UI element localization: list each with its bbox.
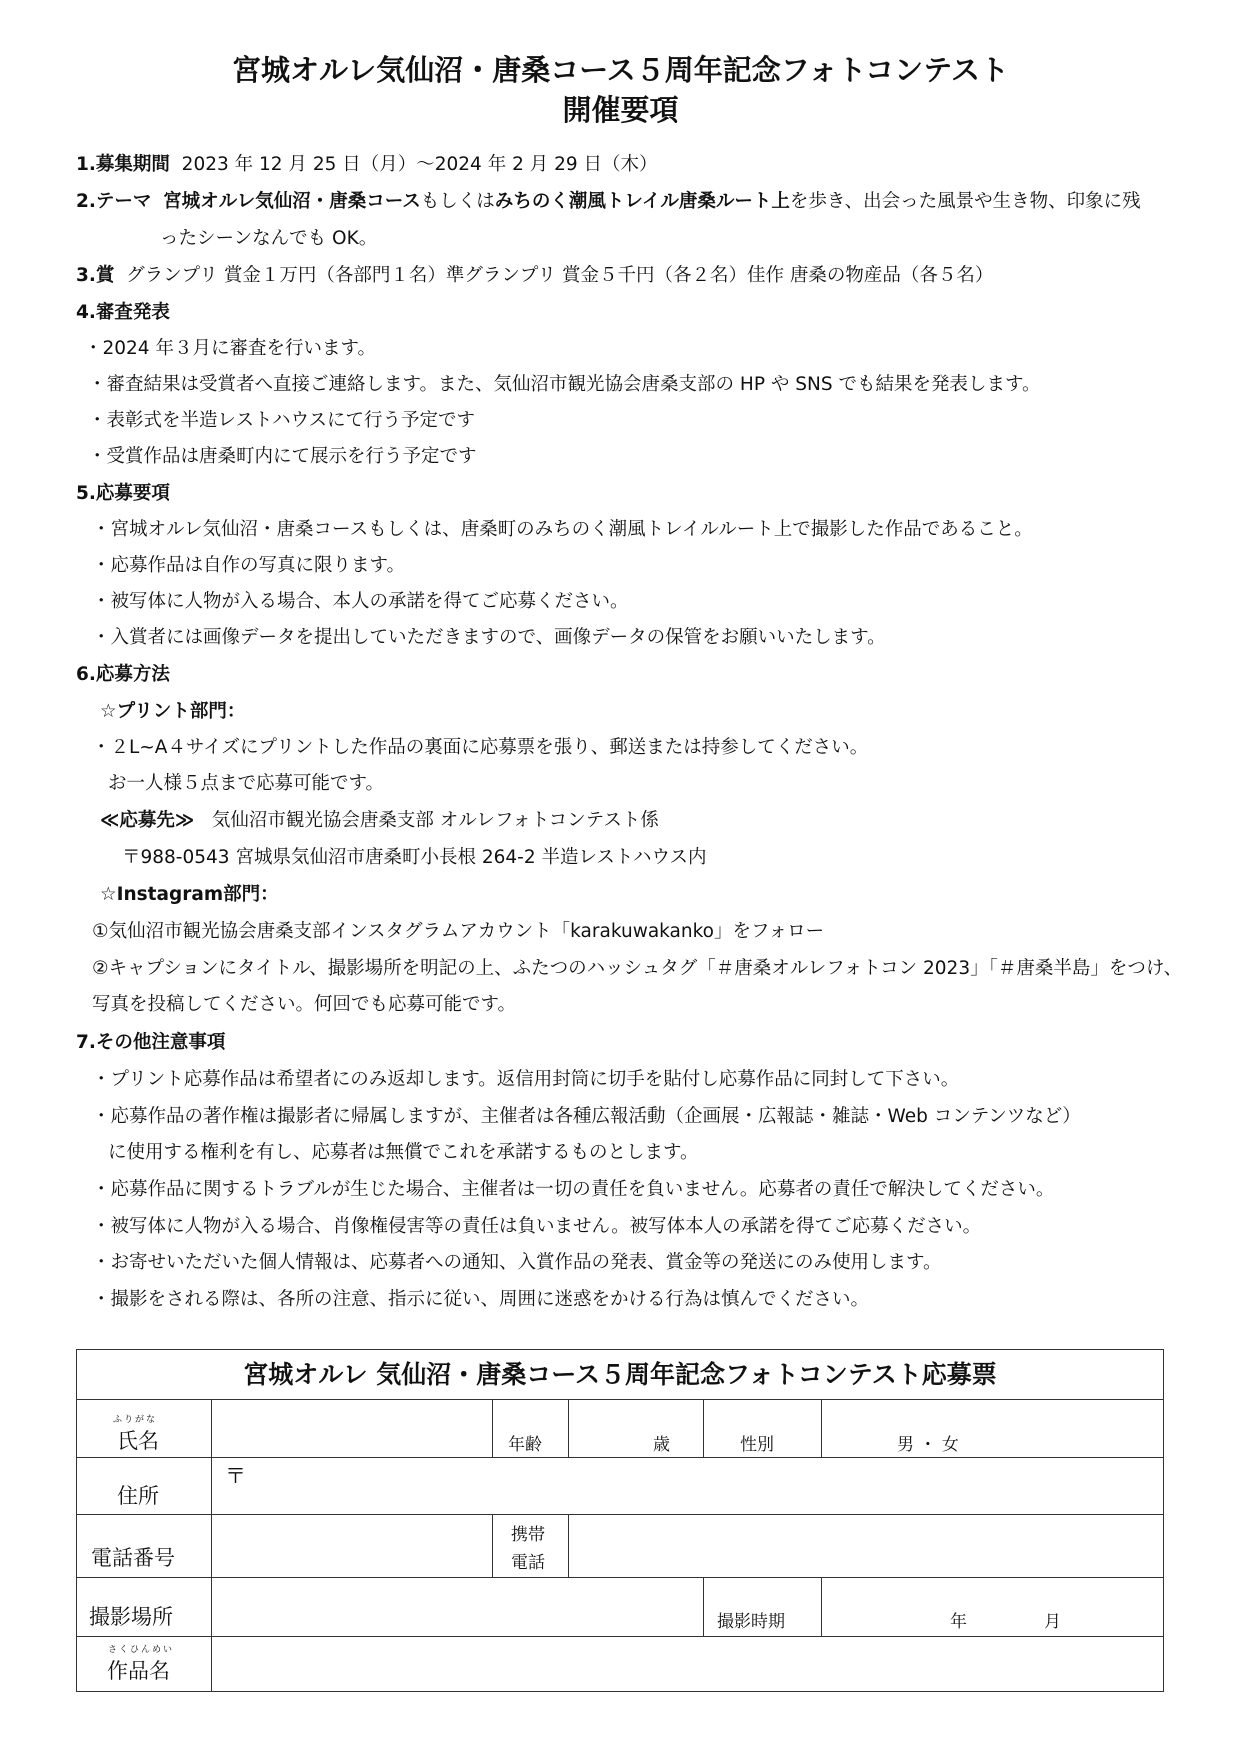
work-ruby: さくひんめい bbox=[108, 1645, 175, 1655]
requirements-item: ・入賞者には画像データを提出していただきますので、画像データの保管をお願いいたします。 bbox=[92, 627, 886, 648]
age-field[interactable] bbox=[569, 1401, 703, 1456]
period-row bbox=[76, 153, 658, 177]
destination-row bbox=[100, 809, 659, 833]
page-title-line2: 開催要項 bbox=[562, 93, 679, 127]
age-label: 年齢 bbox=[508, 1435, 542, 1455]
address-label: 住所 bbox=[117, 1484, 159, 1508]
address-field[interactable] bbox=[247, 1458, 1161, 1513]
requirements-item: ・宮城オルレ気仙沼・唐桑コースもしくは、唐桑町のみちのく潮風トレイルルート上で撮影した作品であること。 bbox=[92, 519, 1033, 540]
instagram-dept-heading: ☆Instagram部門： bbox=[100, 884, 279, 905]
mobile-field[interactable] bbox=[569, 1515, 1163, 1577]
location-field[interactable] bbox=[212, 1578, 703, 1636]
destination-address: 〒988-0543 宮城県気仙沼市唐桑町小長根 264-2 半造レストハウス内 bbox=[122, 847, 707, 868]
notes-heading: 7.その他注意事項 bbox=[76, 1032, 226, 1053]
judging-item: ・2024 年３月に審査を行います。 bbox=[84, 338, 376, 359]
theme-row bbox=[76, 190, 1141, 214]
theme-or: もしくは bbox=[420, 191, 495, 212]
print-limit: お一人様５点まで応募可能です。 bbox=[108, 773, 385, 794]
prize-row bbox=[76, 264, 993, 288]
name-label: 氏名 bbox=[117, 1429, 159, 1453]
page-title-line1: 宮城オルレ気仙沼・唐桑コース５周年記念フォトコンテスト bbox=[231, 53, 1010, 87]
judging-item: ・審査結果は受賞者へ直接ご連絡します。また、気仙沼市観光協会唐桑支部の HP や SNS でも結果を発表します。 bbox=[88, 374, 1041, 395]
notes-item: ・お寄せいただいた個人情報は、応募者への通知、入賞作品の発表、賞金等の発送にのみ使用します。 bbox=[92, 1252, 942, 1273]
gender-label: 性別 bbox=[740, 1435, 774, 1455]
work-title-label: 作品名 bbox=[107, 1659, 170, 1683]
method-heading: 6.応募方法 bbox=[76, 664, 170, 685]
theme-course: 宮城オルレ気仙沼・唐桑コース bbox=[163, 191, 421, 212]
mobile-label-line1: 携帯 bbox=[511, 1525, 545, 1545]
notes-item: ・撮影をされる際は、各所の注意、指示に従い、周囲に迷惑をかける行為は慎んでください。 bbox=[92, 1289, 870, 1310]
col-divider bbox=[492, 1514, 493, 1577]
requirements-heading: 5.応募要項 bbox=[76, 483, 170, 504]
postal-mark: 〒 bbox=[225, 1464, 246, 1488]
prize-text: グランプリ 賞金１万円（各部門１名）準グランプリ 賞金５千円（各２名）佳作 唐桑の物産品（各５名） bbox=[126, 265, 994, 286]
theme-line2: ったシーンなんでも OK。 bbox=[160, 228, 378, 249]
entry-form-title: 宮城オルレ 気仙沼・唐桑コース５周年記念フォトコンテスト応募票 bbox=[77, 1350, 1163, 1400]
phone-label: 電話番号 bbox=[91, 1546, 175, 1570]
notes-item: ・プリント応募作品は希望者にのみ返却します。返信用封筒に切手を貼付し応募作品に同封して下さい。 bbox=[92, 1069, 960, 1090]
name-field[interactable] bbox=[212, 1401, 492, 1456]
requirements-item: ・被写体に人物が入る場合、本人の承諾を得てご応募ください。 bbox=[92, 591, 629, 612]
mobile-label-line2: 電話 bbox=[511, 1553, 545, 1573]
col-divider bbox=[821, 1577, 822, 1636]
notes-item: ・応募作品の著作権は撮影者に帰属しますが、主催者は各種広報活動（企画展・広報誌・雑誌・Web コンテンツなど） bbox=[92, 1106, 1081, 1127]
requirements-item: ・応募作品は自作の写真に限ります。 bbox=[92, 555, 406, 576]
judging-item: ・表彰式を半造レストハウスにて行う予定です bbox=[88, 410, 476, 431]
period-heading: 1.募集期間 bbox=[76, 154, 170, 175]
destination-label: ≪応募先≫ bbox=[100, 810, 195, 831]
phone-field[interactable] bbox=[212, 1515, 492, 1577]
entry-form bbox=[76, 1349, 1164, 1692]
theme-route: みちのく潮風トレイル唐桑ルート上 bbox=[494, 191, 790, 212]
print-instruction: ・２L~A４サイズにプリントした作品の裏面に応募票を張り、郵送または持参してください。 bbox=[92, 737, 869, 758]
destination-text: 気仙沼市観光協会唐桑支部 オルレフォトコンテスト係 bbox=[211, 810, 659, 831]
name-ruby: ふりがな bbox=[113, 1415, 158, 1425]
notes-item: ・応募作品に関するトラブルが生じた場合、主催者は一切の責任を負いません。応募者の責任で解決してください。 bbox=[92, 1179, 1055, 1200]
instagram-step2-cont: 写真を投稿してください。何回でも応募可能です。 bbox=[92, 994, 517, 1015]
year-unit: 年 bbox=[950, 1612, 967, 1632]
print-dept-heading: ☆プリント部門： bbox=[100, 701, 246, 722]
judging-item: ・受賞作品は唐桑町内にて展示を行う予定です bbox=[88, 446, 477, 467]
prize-heading: 3.賞 bbox=[76, 265, 115, 286]
col-divider bbox=[703, 1400, 704, 1457]
work-title-field[interactable] bbox=[212, 1637, 1163, 1691]
theme-desc: を歩き、出会った風景や生き物、印象に残 bbox=[789, 191, 1141, 212]
theme-heading: 2.テーマ bbox=[76, 191, 152, 212]
period-text: 2023 年 12 月 25 日（月）～2024 年 2 月 29 日（木） bbox=[181, 154, 658, 175]
col-divider bbox=[492, 1400, 493, 1457]
notes-item-cont: に使用する権利を有し、応募者は無償でこれを承諾するものとします。 bbox=[108, 1142, 699, 1163]
age-unit: 歳 bbox=[653, 1435, 670, 1455]
col-divider bbox=[703, 1577, 704, 1636]
location-label: 撮影場所 bbox=[89, 1605, 173, 1629]
gender-options[interactable]: 男 ・ 女 bbox=[897, 1435, 959, 1455]
time-label: 撮影時期 bbox=[717, 1612, 785, 1632]
judging-heading: 4.審査発表 bbox=[76, 302, 170, 323]
instagram-step1: ①気仙沼市観光協会唐桑支部インスタグラムアカウント「karakuwakanko」をフォロー bbox=[92, 921, 825, 942]
notes-item: ・被写体に人物が入る場合、肖像権侵害等の責任は負いません。被写体本人の承諾を得てご応募ください。 bbox=[92, 1216, 982, 1237]
instagram-step2: ②キャプションにタイトル、撮影場所を明記の上、ふたつのハッシュタグ「＃唐桑オルレフォトコン 2023」「＃唐桑半島」をつけ、 bbox=[92, 958, 1183, 979]
col-divider bbox=[821, 1400, 822, 1457]
month-unit: 月 bbox=[1044, 1612, 1061, 1632]
